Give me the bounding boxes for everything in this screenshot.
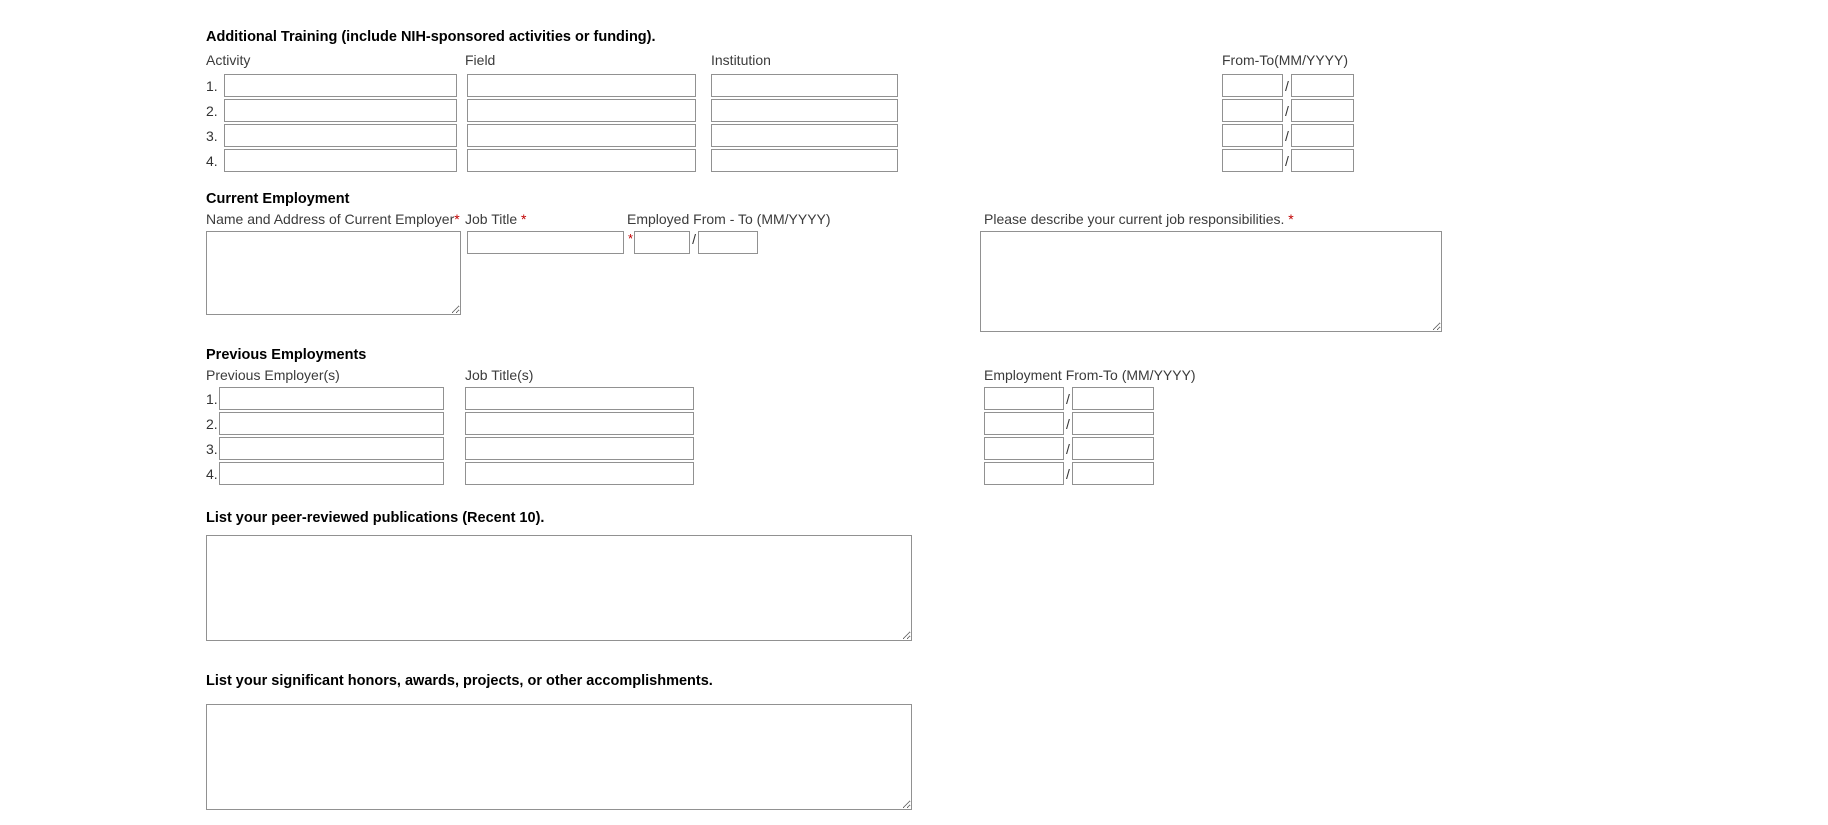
job-title-label [465, 211, 627, 228]
employment-from-input[interactable] [984, 412, 1064, 435]
section-honors [206, 672, 1828, 813]
employment-from-input[interactable] [984, 437, 1064, 460]
section-publications [206, 509, 1828, 644]
employment-to-input[interactable] [1072, 387, 1154, 410]
employer-address-textarea[interactable] [206, 231, 461, 315]
previous-employer-input[interactable] [219, 462, 444, 485]
col-activity-label: Activity [206, 52, 251, 68]
training-activity-input[interactable] [224, 74, 457, 97]
employer-address-label-text: Name and Address of Current Employer [206, 211, 455, 227]
honors-textarea[interactable] [206, 704, 912, 810]
current-employment-heading: Current Employment [206, 191, 350, 207]
employment-from-input[interactable] [984, 387, 1064, 410]
date-separator: / [1285, 127, 1289, 144]
training-activity-input[interactable] [224, 149, 457, 172]
training-from-input[interactable] [1222, 74, 1283, 97]
previous-employer-input[interactable] [219, 387, 444, 410]
current-employment-controls [206, 231, 1828, 332]
responsibilities-label [984, 211, 1294, 228]
row-number: 4. [206, 152, 218, 169]
job-title-label-text: Job Title [465, 211, 518, 227]
date-separator: / [1285, 152, 1289, 169]
employer-address-label [206, 211, 465, 228]
section-previous-employments [206, 346, 1828, 485]
required-asterisk: * [521, 211, 527, 227]
col-from-to-label: From-To(MM/YYYY) [1222, 52, 1348, 68]
training-to-input[interactable] [1291, 149, 1354, 172]
date-separator: / [1066, 390, 1070, 407]
row-number: 3. [206, 127, 218, 144]
previous-employer-input[interactable] [219, 412, 444, 435]
col-field-label: Field [465, 52, 496, 68]
training-activity-input[interactable] [224, 99, 457, 122]
training-field-input[interactable] [467, 74, 696, 97]
previous-employer-input[interactable] [219, 437, 444, 460]
additional-training-heading: Additional Training (include NIH-sponsored activities or funding). [206, 29, 656, 45]
training-to-input[interactable] [1291, 124, 1354, 147]
training-row [206, 74, 1828, 97]
responsibilities-textarea[interactable] [980, 231, 1442, 332]
row-number: 2. [206, 415, 218, 432]
previous-job-title-input[interactable] [465, 412, 694, 435]
date-separator: / [1066, 440, 1070, 457]
training-from-input[interactable] [1222, 99, 1283, 122]
responsibilities-label-text: Please describe your current job responsibilities. [984, 211, 1285, 227]
section-additional-training [206, 28, 1828, 172]
row-number: 2. [206, 102, 218, 119]
training-field-input[interactable] [467, 99, 696, 122]
employed-from-input[interactable] [634, 231, 690, 254]
job-title-input[interactable] [467, 231, 624, 254]
previous-employments-heading: Previous Employments [206, 347, 367, 363]
employment-from-to-label: Employment From-To (MM/YYYY) [984, 367, 1196, 383]
previous-employments-labels [206, 367, 1828, 384]
training-institution-input[interactable] [711, 149, 898, 172]
date-separator: / [1285, 102, 1289, 119]
employed-to-input[interactable] [698, 231, 758, 254]
employment-from-input[interactable] [984, 462, 1064, 485]
required-asterisk: * [454, 211, 460, 227]
previous-job-title-input[interactable] [465, 462, 694, 485]
employed-from-to-label: Employed From - To (MM/YYYY) [627, 211, 831, 227]
employment-to-input[interactable] [1072, 412, 1154, 435]
training-institution-input[interactable] [711, 74, 898, 97]
training-field-input[interactable] [467, 124, 696, 147]
training-from-input[interactable] [1222, 124, 1283, 147]
training-activity-input[interactable] [224, 124, 457, 147]
col-institution-label: Institution [711, 52, 771, 68]
training-to-input[interactable] [1291, 99, 1354, 122]
previous-employer-label: Previous Employer(s) [206, 367, 340, 383]
row-number: 4. [206, 465, 218, 482]
previous-job-title-input[interactable] [465, 437, 694, 460]
training-row [206, 99, 1828, 122]
publications-heading: List your peer-reviewed publications (Recent 10). [206, 510, 545, 526]
row-number: 1. [206, 390, 218, 407]
employment-to-input[interactable] [1072, 462, 1154, 485]
honors-heading: List your significant honors, awards, projects, or other accomplishments. [206, 673, 713, 689]
previous-employment-row [206, 387, 1828, 410]
current-employment-labels [206, 211, 1828, 228]
training-to-input[interactable] [1291, 74, 1354, 97]
previous-employment-row [206, 462, 1828, 485]
training-row [206, 149, 1828, 172]
additional-training-column-labels [206, 52, 1828, 69]
required-asterisk: * [1288, 211, 1294, 227]
training-institution-input[interactable] [711, 99, 898, 122]
publications-textarea[interactable] [206, 535, 912, 641]
training-institution-input[interactable] [711, 124, 898, 147]
row-number: 1. [206, 77, 218, 94]
date-separator: / [1285, 77, 1289, 94]
required-asterisk: * [628, 231, 634, 246]
previous-employment-row [206, 437, 1828, 460]
previous-job-title-input[interactable] [465, 387, 694, 410]
employment-to-input[interactable] [1072, 437, 1154, 460]
date-separator: / [1066, 415, 1070, 432]
section-current-employment [206, 190, 1828, 332]
training-row [206, 124, 1828, 147]
training-field-input[interactable] [467, 149, 696, 172]
date-separator: / [692, 231, 696, 247]
previous-job-title-label: Job Title(s) [465, 367, 534, 383]
previous-employment-row [206, 412, 1828, 435]
training-from-input[interactable] [1222, 149, 1283, 172]
row-number: 3. [206, 440, 218, 457]
date-separator: / [1066, 465, 1070, 482]
